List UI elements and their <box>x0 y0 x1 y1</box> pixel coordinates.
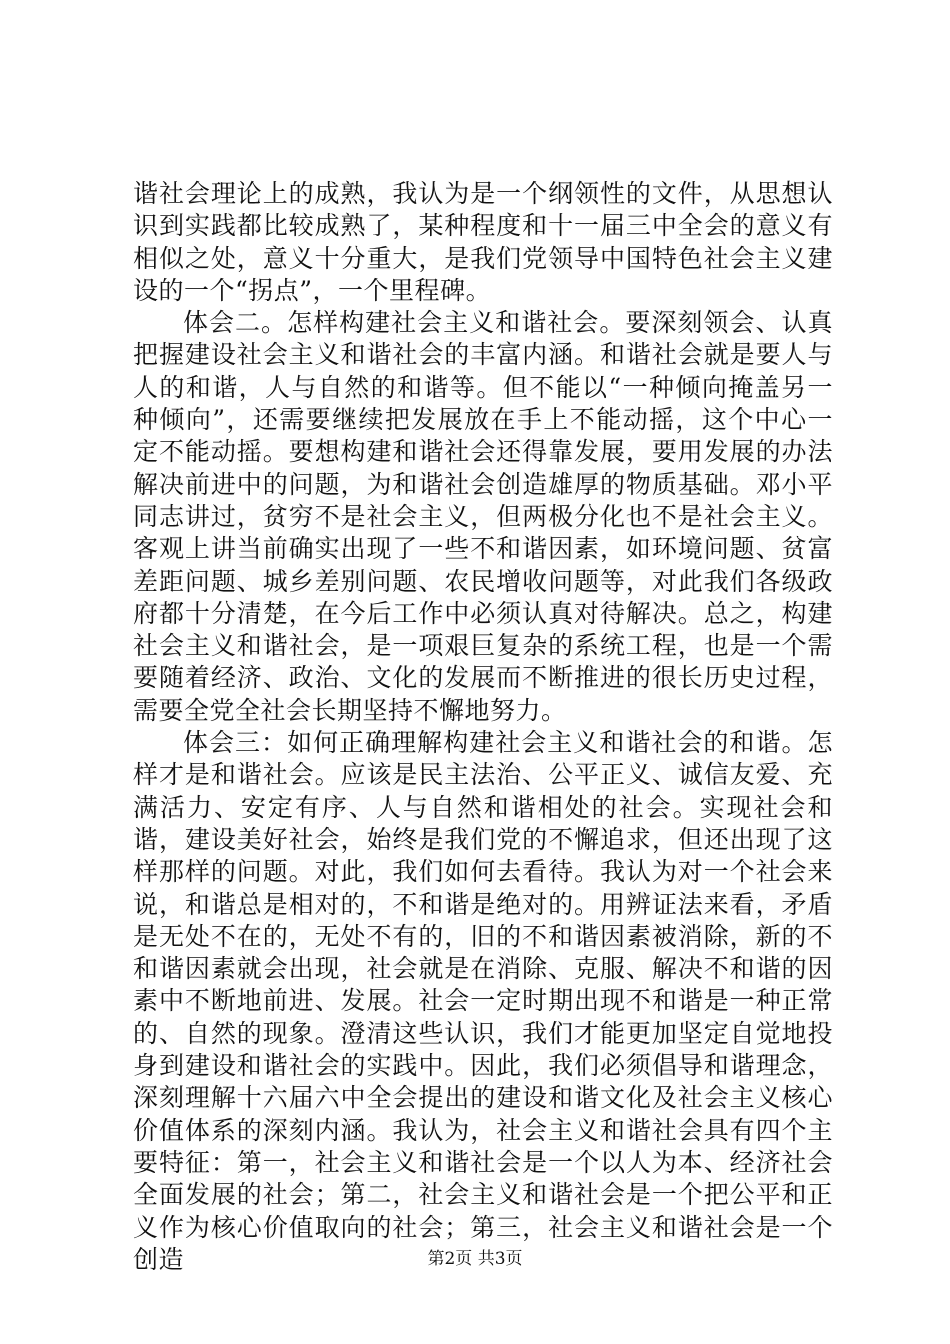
paragraph-continuation: 谐社会理论上的成熟，我认为是一个纲领性的文件，从思想认识到实践都比较成熟了，某种程度和十一届三中全会的意义有相似之处，意义十分重大，是我们党领导中国特色社会主义建设的一个“拐点”，一个里程碑。 <box>133 179 833 305</box>
paragraph-insight-three: 体会三：如何正确理解构建社会主义和谐社会的和谐。怎样才是和谐社会。应该是民主法治、公平正义、诚信友爱、充满活力、安定有序、人与自然和谐相处的社会。实现社会和谐，建设美好社会，始终是我们党的不懈追求，但还出现了这样那样的问题。对此，我们如何去看待。我认为对一个社会来说，和谐总是相对的，不和谐是绝对的。用辨证法来看，矛盾是无处不在的，无处不有的，旧的不和谐因素被消除，新的不和谐因素就会出现，社会就是在消除、克服、解决不和谐的因素中不断地前进、发展。社会一定时期出现不和谐是一种正常的、自然的现象。澄清这些认识，我们才能更加坚定自觉地投身到建设和谐社会的实践中。因此，我们必须倡导和谐理念，深刻理解十六届六中全会提出的建设和谐文化及社会主义核心价值体系的深刻内涵。我认为，社会主义和谐社会具有四个主要特征：第一，社会主义和谐社会是一个以人为本、经济社会全面发展的社会；第二，社会主义和谐社会是一个把公平和正义作为核心价值取向的社会；第三，社会主义和谐社会是一个创造 <box>133 728 833 1274</box>
document-body <box>133 178 833 1276</box>
page-number-footer: 第2页 共3页 <box>427 1249 523 1269</box>
paragraph-insight-two: 体会二。怎样构建社会主义和谐社会。要深刻领会、认真把握建设社会主义和谐社会的丰富内涵。和谐社会就是要人与人的和谐，人与自然的和谐等。但不能以“一种倾向掩盖另一种倾向”，还需要继续把发展放在手上不能动摇，这个中心一定不能动摇。要想构建和谐社会还得靠发展，要用发展的办法解决前进中的问题，为和谐社会创造雄厚的物质基础。邓小平同志讲过，贫穷不是社会主义，但两极分化也不是社会主义。客观上讲当前确实出现了一些不和谐因素，如环境问题、贫富差距问题、城乡差别问题、农民增收问题等，对此我们各级政府都十分清楚，在今后工作中必须认真对待解决。总之，构建社会主义和谐社会，是一项艰巨复杂的系统工程，也是一个需要随着经济、政治、文化的发展而不断推进的很长历史过程，需要全党全社会长期坚持不懈地努力。 <box>133 308 833 725</box>
